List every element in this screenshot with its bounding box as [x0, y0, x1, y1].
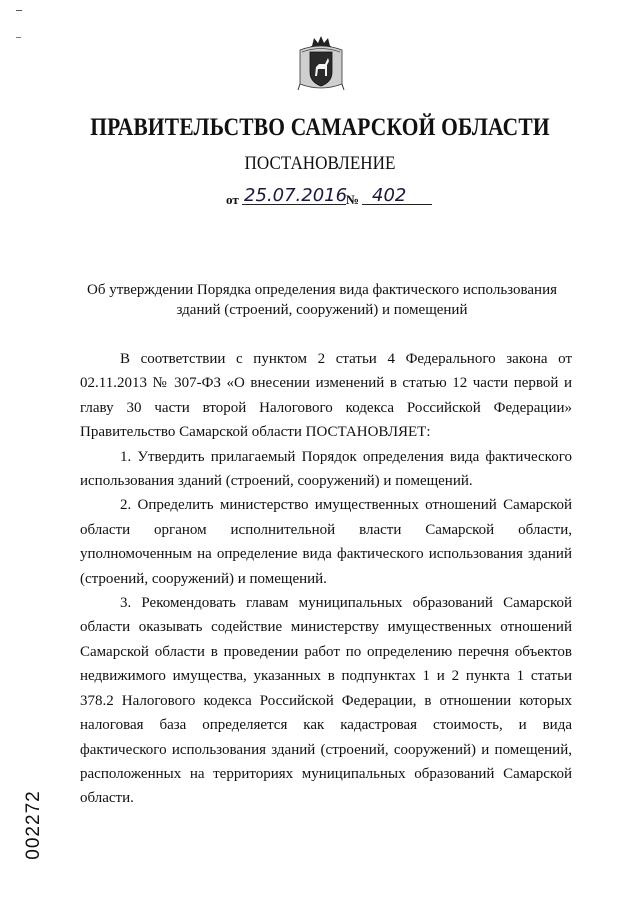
- serial-number: 002272: [23, 790, 44, 860]
- scan-mark: [16, 37, 21, 38]
- item-1-paragraph: 1. Утвердить прилагаемый Порядок определения вида фактического использования зданий (строений, сооружений) и помещений.: [80, 448, 572, 490]
- handwritten-number: 402: [372, 185, 407, 206]
- number-prefix: №: [346, 192, 360, 207]
- date-prefix: от: [226, 192, 239, 207]
- coat-of-arms-icon: [296, 34, 346, 94]
- item-2-paragraph: 2. Определить министерство имущественных отношений Самарской области органом исполнительной власти Самарской области, уполномоченным на определение вида фактического использования зданий (строений, сооружений) и помещений.: [80, 497, 572, 587]
- item-3-paragraph: 3. Рекомендовать главам муниципальных образований Самарской области оказывать содействие министерству имущественных отношений Самарской области в проведении работ по определению перечня объектов недвижимого имущества, указанных в подпунктах 1 и 2 пункта 1 статьи 378.2 Налогового кодекса Российской Федерации, в отношении которых налоговая база определяется как кадастровая стоимость, и вида фактического использования зданий (строений, сооружений) и помещений, расположенных на территориях муниципальных образований Самарской области.: [80, 595, 572, 807]
- document-type: ПОСТАНОВЛЕНИЕ: [244, 153, 396, 174]
- date-underline: [242, 204, 346, 205]
- document-subject: [80, 280, 564, 320]
- subject-line: зданий (строений, сооружений) и помещений: [176, 302, 468, 318]
- government-title: ПРАВИТЕЛЬСТВО САМАРСКОЙ ОБЛАСТИ: [90, 114, 550, 141]
- subject-line: Об утверждении Порядка определения вида фактического использования: [86, 282, 558, 298]
- document-body: [80, 347, 572, 811]
- date-number-line: [222, 184, 442, 210]
- scan-mark: [16, 10, 22, 11]
- preamble-paragraph: В соответствии с пунктом 2 статьи 4 Федерального закона от 02.11.2013 № 307-ФЗ «О внесении изменений в статью 12 части первой и главу 30 части второй Налогового кодекса Российской Федерации» Правительство Самарской области ПОСТАНОВЛЯЕТ:: [80, 351, 572, 441]
- number-underline: [362, 204, 432, 205]
- serial-stamp: [14, 770, 54, 880]
- handwritten-date: 25.07.2016: [244, 185, 348, 206]
